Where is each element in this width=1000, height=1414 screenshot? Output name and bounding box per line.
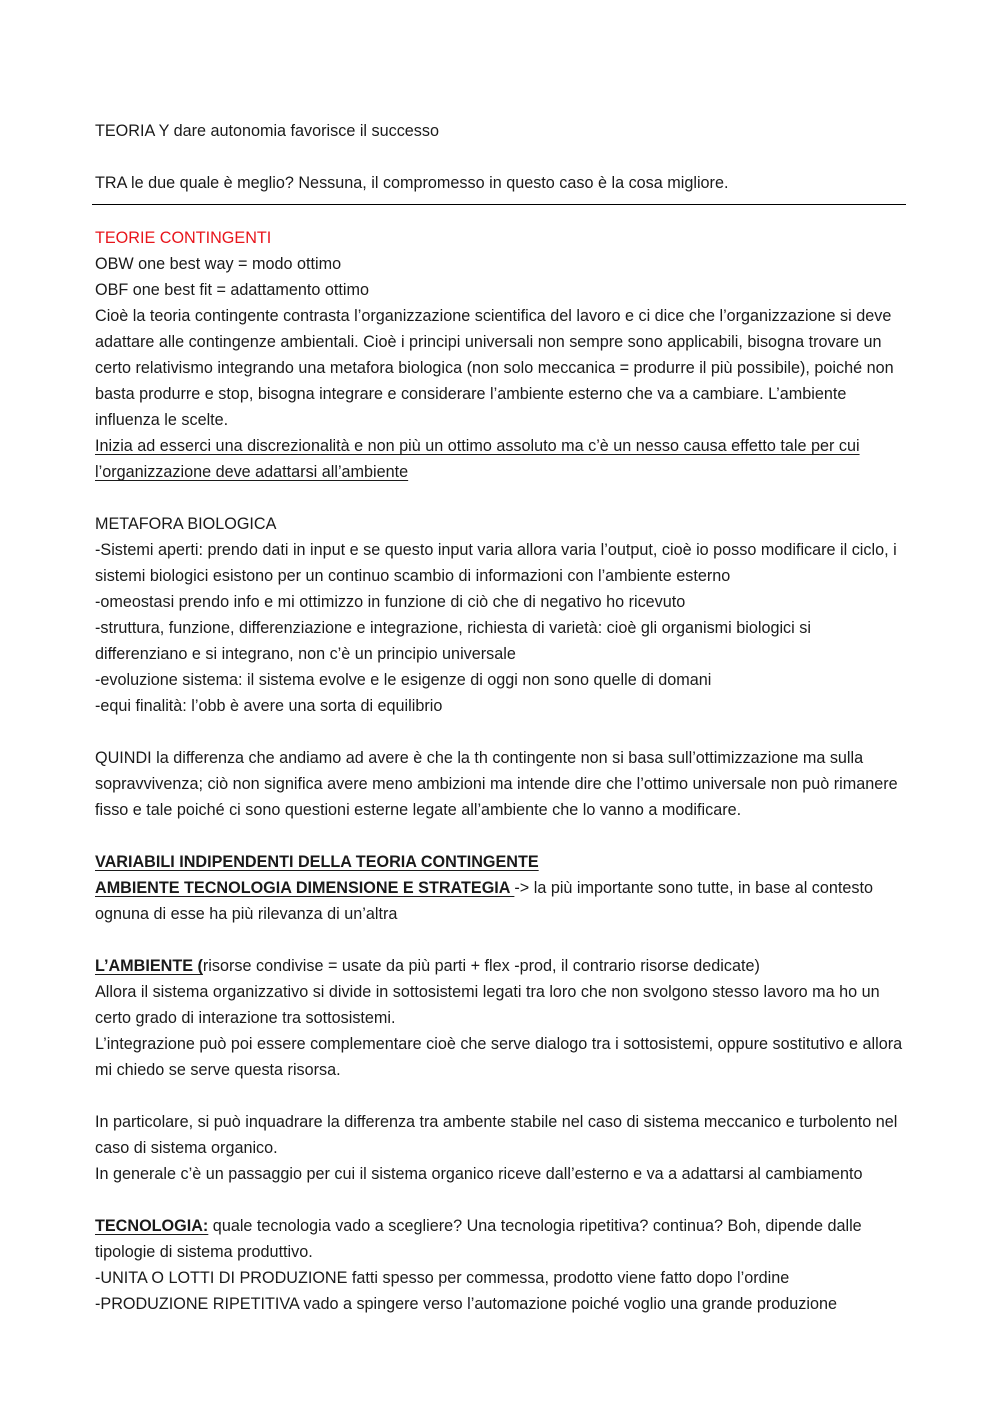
tecnologia-label: TECNOLOGIA: xyxy=(95,1217,209,1235)
variabili-rest: -> la più importante sono tutte, in base al contesto ognuna di esse ha più rilevanza di un’altra xyxy=(95,879,873,923)
ambiente-first-rest: risorse condivise = usate da più parti + flex -prod, il contrario risorse dedicate) xyxy=(202,957,760,975)
obw-line: OBW one best way = modo ottimo xyxy=(95,255,342,273)
section-heading-teorie-contingenti: TEORIE CONTINGENTI xyxy=(95,229,272,247)
metafora-item-evoluzione: -evoluzione sistema: il sistema evolve e le esigenze di oggi non sono quelle di domani xyxy=(95,671,712,689)
quindi-paragraph: QUINDI la differenza che andiamo ad avere è che la th contingente non si basa sull’ottimizzazione ma sulla sopravvivenza; ciò non significa avere meno ambizioni ma intende dire che l’ottimo universale non può rimanere fisso e tale poiché ci sono questioni esterne legate all’ambiente che lo vanno a modificare. xyxy=(95,749,898,819)
contingenti-paragraph: Cioè la teoria contingente contrasta l’organizzazione scientifica del lavoro e ci dice che l’organizzazione si deve adattare alle contingenze ambientali. Cioè i principi universali non sempre sono applicabili, bisogna trovare un certo relativismo integrando una metafora biologica (non solo meccanica = produrre il più possibile), poiché non basta produrre e stop, bisogna integrare e considerare l’ambiente esterno che va a cambiare. L’ambiente influenza le scelte. xyxy=(95,307,894,429)
comparison-line: TRA le due quale è meglio? Nessuna, il compromesso in questo caso è la cosa migliore. xyxy=(95,174,729,192)
variabili-bold-label: AMBIENTE TECNOLOGIA DIMENSIONE E STRATEGIA xyxy=(95,879,515,897)
variabili-paragraph xyxy=(95,875,906,927)
tecnologia-first-rest: quale tecnologia vado a scegliere? Una tecnologia ripetitiva? continua? Boh, dipende dalle tipologie di sistema produttivo. xyxy=(95,1217,862,1261)
ambiente-paragraph-3: L’integrazione può poi essere complementare cioè che serve dialogo tra i sottosistemi, oppure sostitutivo e allora mi chiedo se serve questa risorsa. xyxy=(95,1035,903,1079)
ambiente-paragraph-4: In particolare, si può inquadrare la differenza tra ambente stabile nel caso di sistema meccanico e turbolento nel caso di sistema organico. xyxy=(95,1113,898,1157)
obf-line: OBF one best fit = adattamento ottimo xyxy=(95,281,369,299)
tecnologia-first-line xyxy=(95,1213,906,1265)
ambiente-first-line xyxy=(95,953,906,979)
metafora-item-equifinalita: -equi finalità: l’obb è avere una sorta di equilibrio xyxy=(95,697,443,715)
contingenti-underlined-paragraph: Inizia ad esserci una discrezionalità e non più un ottimo assoluto ma c’è un nesso causa effetto tale per cui l’organizzazione deve adattarsi all’ambiente xyxy=(95,437,860,481)
metafora-item-omeostasi: -omeostasi prendo info e mi ottimizzo in funzione di ciò che di negativo ho ricevuto xyxy=(95,593,686,611)
ambiente-paragraph-2: Allora il sistema organizzativo si divide in sottosistemi legati tra loro che non svolgono stesso lavoro ma ho un certo grado di interazione tra sottosistemi. xyxy=(95,983,880,1027)
ambiente-label: L’AMBIENTE ( xyxy=(95,957,203,975)
metafora-item-struttura: -struttura, funzione, differenziazione e integrazione, richiesta di varietà: cioè gli organismi biologici si differenziano e si integrano, non c’è un principio universale xyxy=(95,619,811,663)
document-page xyxy=(95,118,906,1317)
metafora-item-sistemi-aperti: -Sistemi aperti: prendo dati in input e se questo input varia allora varia l’output, cioè io posso modificare il ciclo, i sistemi biologici esistono per un continuo scambio di informazioni con l’ambiente esterno xyxy=(95,541,897,585)
section-heading-variabili: VARIABILI INDIPENDENTI DELLA TEORIA CONTINGENTE xyxy=(95,853,539,871)
ambiente-paragraph-5: In generale c’è un passaggio per cui il sistema organico riceve dall’esterno e va a adattarsi al cambiamento xyxy=(95,1165,863,1183)
teoria-y-line: TEORIA Y dare autonomia favorisce il successo xyxy=(95,122,439,140)
tecnologia-item-unita: -UNITA O LOTTI DI PRODUZIONE fatti spesso per commessa, prodotto viene fatto dopo l’ordine xyxy=(95,1269,790,1287)
horizontal-divider xyxy=(92,204,906,205)
section-heading-metafora-biologica: METAFORA BIOLOGICA xyxy=(95,515,277,533)
tecnologia-item-ripetitiva: -PRODUZIONE RIPETITIVA vado a spingere verso l’automazione poiché voglio una grande produzione xyxy=(95,1295,838,1313)
